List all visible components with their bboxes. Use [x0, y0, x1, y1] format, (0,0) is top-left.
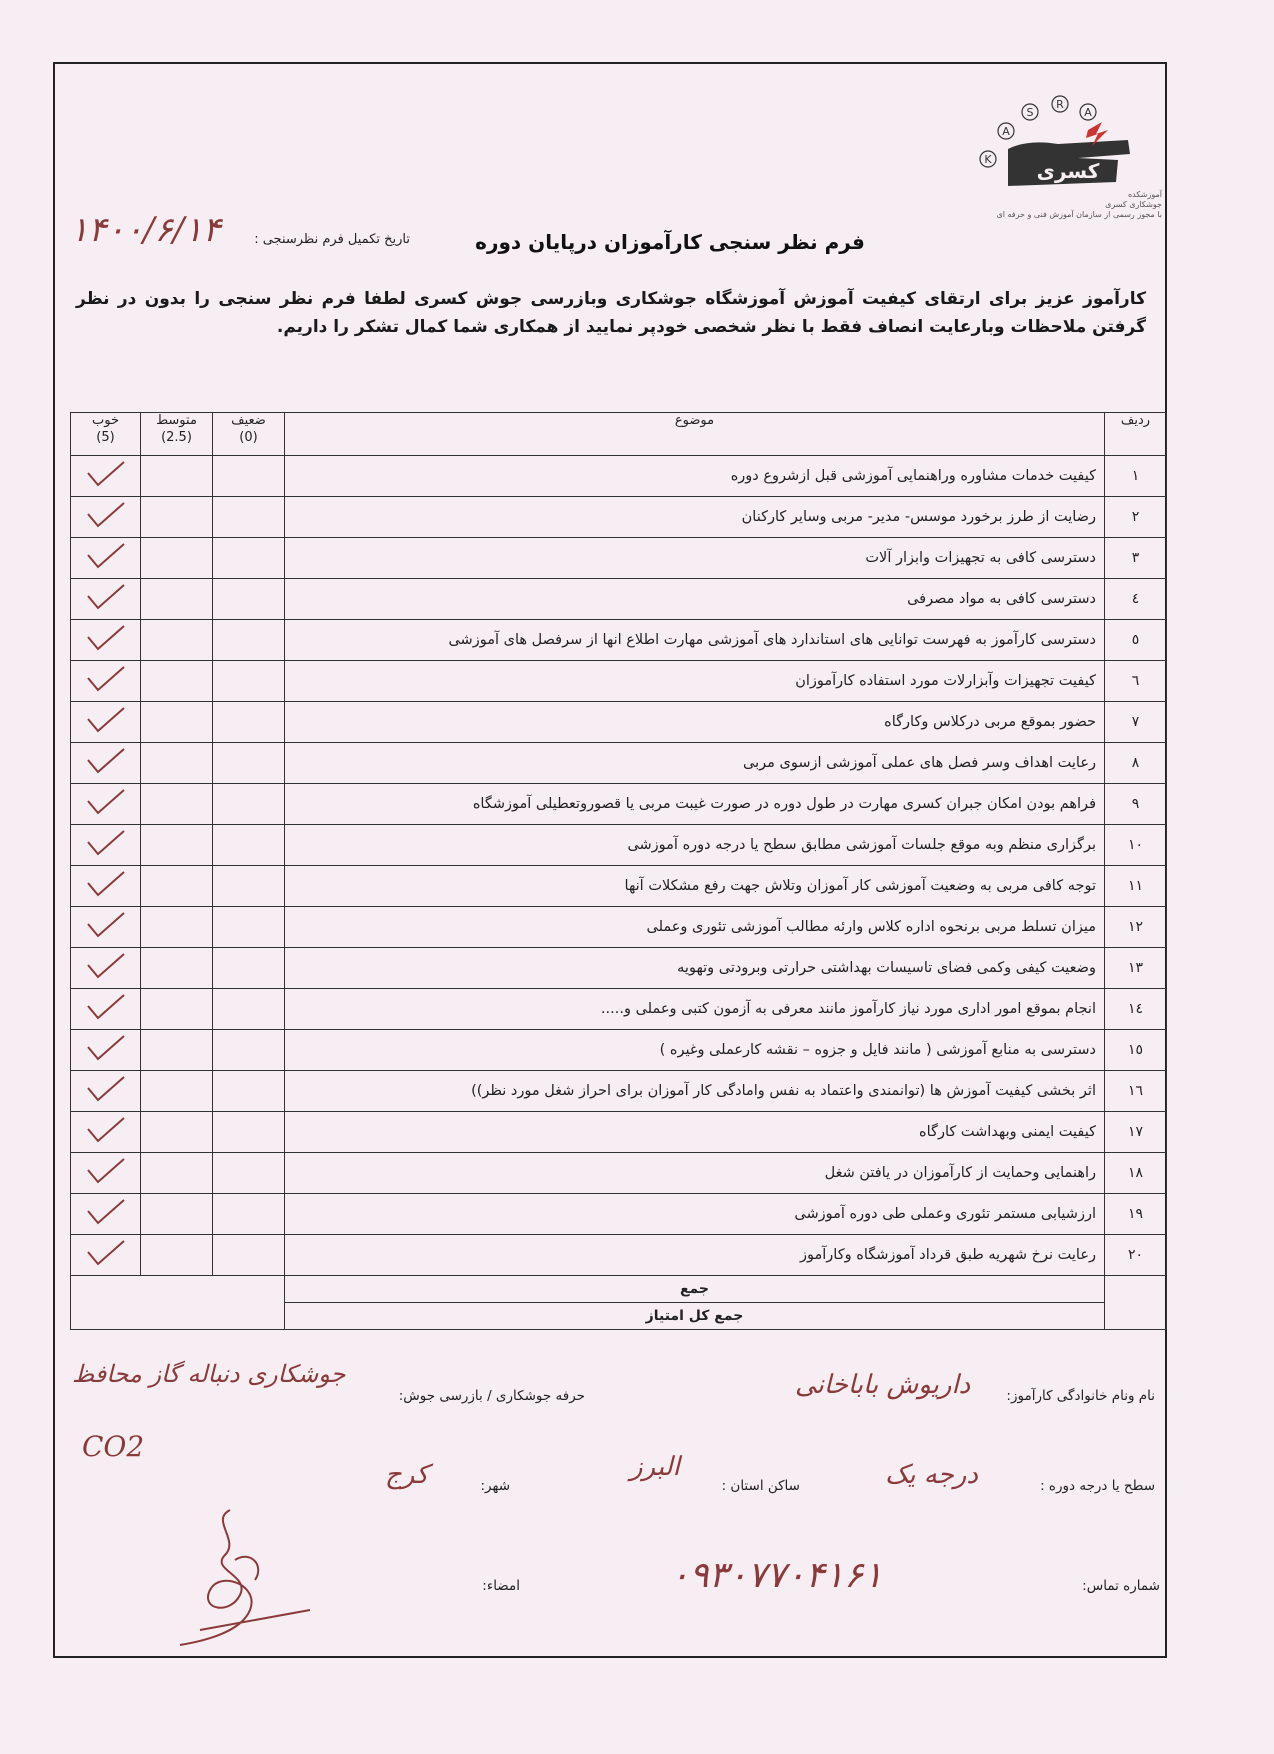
row-number: ۱۹ — [1105, 1194, 1167, 1235]
signature-label: امضاء: — [482, 1578, 520, 1594]
logo-letter-a: A — [1084, 106, 1092, 119]
logo-caption: آموزشکده جوشکاری کسری با مجوز رسمی از سازمان آموزش فنی و حرفه ای — [996, 190, 1162, 219]
sum-label: جمع — [285, 1276, 1105, 1303]
rating-cell-weak[interactable] — [213, 948, 285, 989]
province-value: البرز — [630, 1452, 680, 1482]
row-topic: رضایت از طرز برخورد موسس- مدیر- مربی وسایر کارکنان — [285, 497, 1105, 538]
row-number: ٤ — [1105, 579, 1167, 620]
rating-cell-weak[interactable] — [213, 579, 285, 620]
table-row — [71, 497, 1167, 538]
row-number: ۱۲ — [1105, 907, 1167, 948]
header-weak: ضعیف (0) — [213, 413, 285, 456]
rating-cell-medium[interactable] — [141, 579, 213, 620]
table-row — [71, 743, 1167, 784]
rating-cell-medium[interactable] — [141, 825, 213, 866]
checkmark-icon — [84, 1033, 128, 1063]
table-row — [71, 702, 1167, 743]
row-number: ۱٥ — [1105, 1030, 1167, 1071]
rating-cell-good[interactable] — [71, 579, 141, 620]
row-topic: توجه کافی مربی به وضعیت آموزشی کار آموزان وتلاش جهت رفع مشکلات آنها — [285, 866, 1105, 907]
rating-cell-good[interactable] — [71, 948, 141, 989]
row-topic: ارزشیابی مستمر تئوری وعملی طی دوره آموزشی — [285, 1194, 1105, 1235]
rating-cell-good[interactable] — [71, 866, 141, 907]
rating-cell-good[interactable] — [71, 907, 141, 948]
row-topic: انجام بموقع امور اداری مورد نیاز کارآموز مانند معرفی به آزمون کتبی وعملی و..... — [285, 989, 1105, 1030]
row-topic: دسترسی به منابع آموزشی ( مانند فایل و جزوه – نقشه کارعملی وغیره ) — [285, 1030, 1105, 1071]
row-topic: راهنمایی وحمایت از کارآموزان در یافتن شغل — [285, 1153, 1105, 1194]
row-number: ۱۱ — [1105, 866, 1167, 907]
row-number: ۷ — [1105, 702, 1167, 743]
rating-cell-medium[interactable] — [141, 456, 213, 497]
rating-cell-good[interactable] — [71, 620, 141, 661]
checkmark-icon — [84, 459, 128, 489]
rating-cell-weak[interactable] — [213, 989, 285, 1030]
rating-cell-good[interactable] — [71, 1030, 141, 1071]
logo-letter-k: K — [984, 153, 992, 166]
rating-cell-weak[interactable] — [213, 907, 285, 948]
rating-cell-weak[interactable] — [213, 1112, 285, 1153]
row-topic: کیفیت خدمات مشاوره وراهنمایی آموزشی قبل ازشروع دوره — [285, 456, 1105, 497]
trade-value: جوشکاری دنباله گاز محافظ — [72, 1360, 346, 1388]
header-row-number: ردیف — [1105, 413, 1167, 456]
row-topic: وضعیت کیفی وکمی فضای تاسیسات بهداشتی حرارتی وبرودتی وتهویه — [285, 948, 1105, 989]
table-row — [71, 948, 1167, 989]
rating-cell-medium[interactable] — [141, 620, 213, 661]
table-row — [71, 784, 1167, 825]
rating-cell-good[interactable] — [71, 1153, 141, 1194]
row-topic: اثر بخشی کیفیت آموزش ها (توانمندی واعتماد به نفس وامادگی کار آموزان برای احراز شغل مورد نظر)) — [285, 1071, 1105, 1112]
checkmark-icon — [84, 910, 128, 940]
date-value: ۱۴۰۰/۶/۱۴ — [70, 210, 221, 250]
checkmark-icon — [84, 787, 128, 817]
table-row — [71, 1194, 1167, 1235]
row-topic: دسترسی کافی به مواد مصرفی — [285, 579, 1105, 620]
table-row — [71, 1030, 1167, 1071]
rating-cell-medium[interactable] — [141, 1194, 213, 1235]
table-row — [71, 579, 1167, 620]
row-number: ۱٤ — [1105, 989, 1167, 1030]
checkmark-icon — [84, 664, 128, 694]
rating-cell-medium[interactable] — [141, 1071, 213, 1112]
row-topic: دسترسی کارآموز به فهرست توانایی های استاندارد های آموزشی مهارت اطلاع انها از سرفصل های آموزشی — [285, 620, 1105, 661]
checkmark-icon — [84, 951, 128, 981]
rating-cell-weak[interactable] — [213, 1235, 285, 1276]
row-number: ۲۰ — [1105, 1235, 1167, 1276]
table-row — [71, 866, 1167, 907]
rating-cell-medium[interactable] — [141, 661, 213, 702]
checkmark-icon — [84, 1197, 128, 1227]
header-topic: موضوع — [285, 413, 1105, 456]
checkmark-icon — [84, 1074, 128, 1104]
rating-cell-good[interactable] — [71, 825, 141, 866]
table-row — [71, 907, 1167, 948]
rating-cell-good[interactable] — [71, 497, 141, 538]
checkmark-icon — [84, 1156, 128, 1186]
province-label: ساکن استان : — [721, 1478, 800, 1494]
phone-label: شماره تماس: — [1082, 1578, 1160, 1594]
city-label: شهر: — [480, 1478, 510, 1494]
rating-cell-weak[interactable] — [213, 784, 285, 825]
rating-cell-medium[interactable] — [141, 702, 213, 743]
rating-cell-weak[interactable] — [213, 1153, 285, 1194]
level-label: سطح یا درجه دوره : — [1040, 1478, 1155, 1494]
form-title: فرم نظر سنجی کارآموزان درپایان دوره — [475, 230, 865, 254]
logo-mark: کسری — [1036, 159, 1100, 183]
rating-cell-medium[interactable] — [141, 866, 213, 907]
row-topic: کیفیت ایمنی وبهداشت کارگاه — [285, 1112, 1105, 1153]
rating-cell-good[interactable] — [71, 456, 141, 497]
rating-cell-good[interactable] — [71, 538, 141, 579]
logo-letter-a: A — [1002, 125, 1010, 138]
row-number: ۱۷ — [1105, 1112, 1167, 1153]
table-row — [71, 989, 1167, 1030]
header-medium: متوسط (2.5) — [141, 413, 213, 456]
rating-cell-weak[interactable] — [213, 1030, 285, 1071]
rating-cell-good[interactable] — [71, 702, 141, 743]
row-number: ۲ — [1105, 497, 1167, 538]
rating-cell-medium[interactable] — [141, 989, 213, 1030]
table-row — [71, 1071, 1167, 1112]
table-row — [71, 620, 1167, 661]
city-value: کرج — [385, 1460, 429, 1490]
table-row — [71, 825, 1167, 866]
rating-cell-weak[interactable] — [213, 661, 285, 702]
row-topic: میزان تسلط مربی برنحوه اداره کلاس وارئه مطالب آموزشی تئوری وعملی — [285, 907, 1105, 948]
rating-cell-medium[interactable] — [141, 784, 213, 825]
checkmark-icon — [84, 500, 128, 530]
table-row — [71, 1153, 1167, 1194]
rating-cell-weak[interactable] — [213, 620, 285, 661]
rating-cell-medium[interactable] — [141, 907, 213, 948]
rating-cell-medium[interactable] — [141, 1112, 213, 1153]
checkmark-icon — [84, 1115, 128, 1145]
row-topic: فراهم بودن امکان جبران کسری مهارت در طول دوره در صورت غیبت مربی یا قصوروتعطیلی آموزشگاه — [285, 784, 1105, 825]
logo-letter-r: R — [1056, 98, 1064, 111]
row-topic: رعایت نرخ شهریه طبق قرداد آموزشگاه وکارآموز — [285, 1235, 1105, 1276]
rating-cell-medium[interactable] — [141, 1235, 213, 1276]
row-number: ۳ — [1105, 538, 1167, 579]
rating-cell-good[interactable] — [71, 989, 141, 1030]
rating-cell-good[interactable] — [71, 1235, 141, 1276]
checkmark-icon — [84, 869, 128, 899]
total-label: جمع کل امتیاز — [285, 1303, 1105, 1330]
rating-cell-medium[interactable] — [141, 948, 213, 989]
row-topic: رعایت اهداف وسر فصل های عملی آموزشی ازسوی مربی — [285, 743, 1105, 784]
rating-cell-good[interactable] — [71, 1071, 141, 1112]
checkmark-icon — [84, 705, 128, 735]
rating-cell-good[interactable] — [71, 743, 141, 784]
checkmark-icon — [84, 541, 128, 571]
rating-cell-weak[interactable] — [213, 538, 285, 579]
row-number: ۱ — [1105, 456, 1167, 497]
rating-cell-weak[interactable] — [213, 825, 285, 866]
rating-cell-medium[interactable] — [141, 538, 213, 579]
rating-cell-good[interactable] — [71, 661, 141, 702]
checkmark-icon — [84, 582, 128, 612]
survey-table — [70, 412, 1167, 1330]
intro-paragraph: کارآموز عزیز برای ارتقای کیفیت آموزش آموزشگاه جوشکاری وبازرسی جوش کسری لطفا فرم نظر سنجی را بدون در نظر گرفتن ملاحظات وبارعایت انصاف فقط با نظر شخصی خودپر نمایید از همکاری شما کمال تشکر را داریم. — [76, 289, 1146, 337]
rating-cell-good[interactable] — [71, 784, 141, 825]
logo-letter-s: S — [1026, 106, 1034, 119]
checkmark-icon — [84, 828, 128, 858]
rating-cell-medium[interactable] — [141, 497, 213, 538]
checkmark-icon — [84, 623, 128, 653]
row-number: ۱٦ — [1105, 1071, 1167, 1112]
rating-cell-weak[interactable] — [213, 702, 285, 743]
rating-cell-medium[interactable] — [141, 743, 213, 784]
row-number: ۸ — [1105, 743, 1167, 784]
rating-cell-good[interactable] — [71, 1112, 141, 1153]
rating-cell-medium[interactable] — [141, 1153, 213, 1194]
table-row — [71, 1235, 1167, 1276]
rating-cell-weak[interactable] — [213, 1071, 285, 1112]
row-number: ٥ — [1105, 620, 1167, 661]
checkmark-icon — [84, 1238, 128, 1268]
row-topic: دسترسی کافی به تجهیزات وابزار آلات — [285, 538, 1105, 579]
date-label: تاریخ تکمیل فرم نظرسنجی : — [254, 232, 410, 247]
name-value: داریوش باباخانی — [795, 1370, 971, 1400]
table-row — [71, 456, 1167, 497]
rating-cell-medium[interactable] — [141, 1030, 213, 1071]
row-number: ٦ — [1105, 661, 1167, 702]
row-number: ۱۰ — [1105, 825, 1167, 866]
signature-image — [170, 1500, 320, 1650]
table-row — [71, 1112, 1167, 1153]
header-good: خوب (5) — [71, 413, 141, 456]
trade-label: حرفه جوشکاری / بازرسی جوش: — [398, 1388, 585, 1404]
row-topic: حضور بموقع مربی درکلاس وکارگاه — [285, 702, 1105, 743]
table-row — [71, 538, 1167, 579]
level-value: درجه یک — [885, 1460, 978, 1490]
rating-cell-weak[interactable] — [213, 497, 285, 538]
row-topic: کیفیت تجهیزات وآبزارلات مورد استفاده کارآموزان — [285, 661, 1105, 702]
rating-cell-weak[interactable] — [213, 743, 285, 784]
trade-value-co2: CO2 — [82, 1430, 145, 1463]
name-label: نام ونام خانوادگی کارآموز: — [1006, 1388, 1155, 1404]
rating-cell-weak[interactable] — [213, 866, 285, 907]
row-number: ۱۸ — [1105, 1153, 1167, 1194]
rating-cell-weak[interactable] — [213, 1194, 285, 1235]
checkmark-icon — [84, 746, 128, 776]
phone-value: ۰۹۳۰۷۷۰۴۱۶۱ — [670, 1555, 883, 1596]
checkmark-icon — [84, 992, 128, 1022]
rating-cell-weak[interactable] — [213, 456, 285, 497]
row-number: ۱۳ — [1105, 948, 1167, 989]
row-topic: برگزاری منظم وبه موقع جلسات آموزشی مطابق سطح یا درجه دوره آموزشی — [285, 825, 1105, 866]
table-row — [71, 661, 1167, 702]
row-number: ۹ — [1105, 784, 1167, 825]
rating-cell-good[interactable] — [71, 1194, 141, 1235]
